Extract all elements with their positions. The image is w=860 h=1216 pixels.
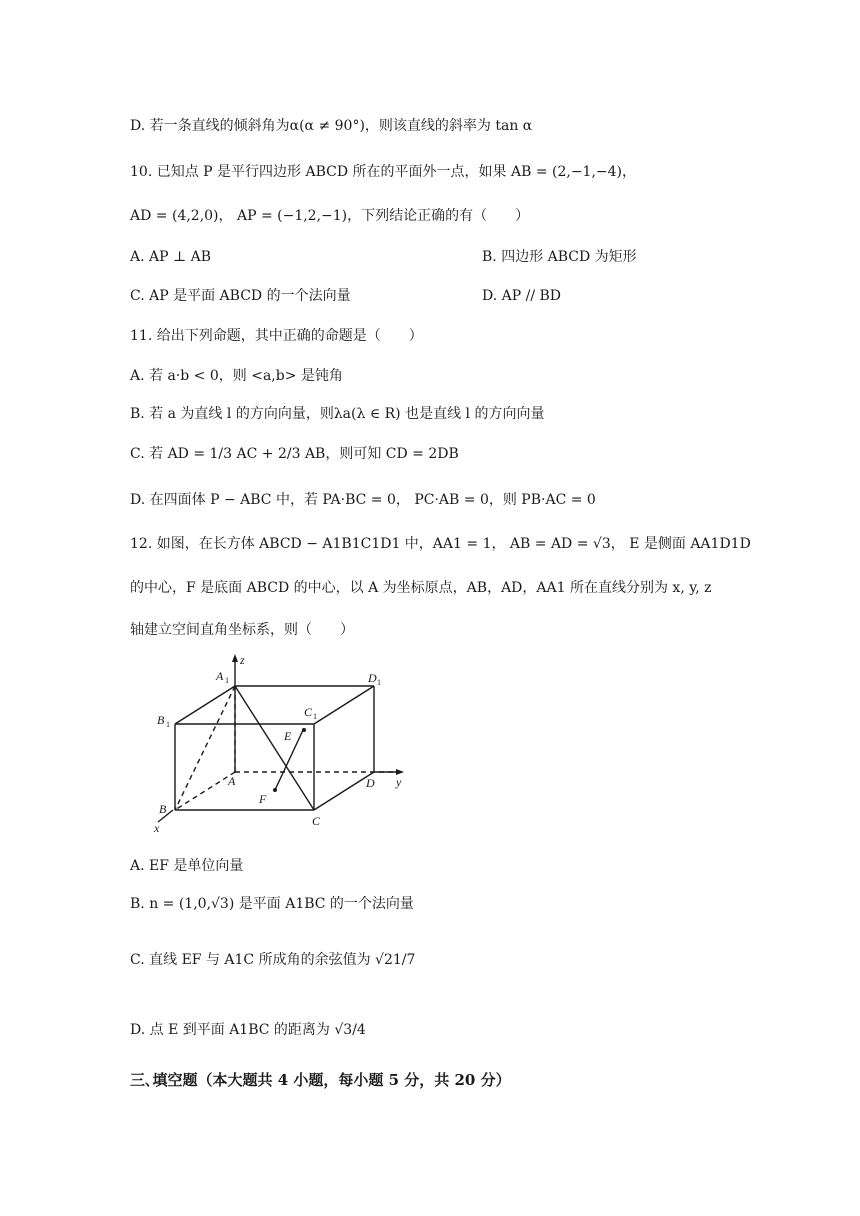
question-12-option-a: A. EF 是单位向量	[130, 858, 244, 874]
question-10-stem-line2: AD = (4,2,0)， AP = (−1,2,−1)，下列结论正确的有（ ）	[130, 208, 530, 224]
question-10-option-b: B. 四边形 ABCD 为矩形	[482, 249, 637, 265]
question-10-option-d: D. AP // BD	[482, 288, 562, 304]
label-f: F	[259, 792, 267, 806]
question-11-option-a: A. 若 a·b < 0，则 <a,b> 是钝角	[130, 368, 343, 384]
question-12-stem-line1: 12. 如图，在长方体 ABCD − A1B1C1D1 中，AA1 = 1， AB = AD = √3， E 是侧面 AA1D1D	[130, 536, 751, 552]
question-10-option-c: C. AP 是平面 ABCD 的一个法向量	[130, 288, 351, 304]
section-3-heading: 三､填空题（本大题共 4 小题，每小题 5 分，共 20 分）	[130, 1071, 511, 1089]
label-a1-sub: 1	[225, 676, 229, 685]
question-11-option-d: D. 在四面体 P − ABC 中，若 PA·BC = 0， PC·AB = 0，则 PB·AC = 0	[130, 492, 596, 508]
label-c: C	[312, 814, 321, 828]
question-12-option-b: B. n = (1,0,√3) 是平面 A1BC 的一个法向量	[130, 896, 414, 912]
label-z: z	[240, 653, 245, 667]
label-e: E	[284, 729, 292, 743]
cuboid-figure	[138, 650, 418, 840]
label-b: B	[159, 802, 167, 816]
question-12-option-d: D. 点 E 到平面 A1BC 的距离为 √3/4	[130, 1022, 366, 1038]
question-11-option-b: B. 若 a 为直线 l 的方向向量，则λa(λ ∈ R) 也是直线 l 的方向向量	[130, 406, 545, 422]
label-x: x	[154, 821, 160, 835]
question-11-stem: 11. 给出下列命题，其中正确的命题是（ ）	[130, 328, 423, 344]
question-12-option-c: C. 直线 EF 与 A1C 所成角的余弦值为 √21/7	[130, 952, 416, 968]
label-d1: D	[368, 671, 377, 685]
question-12-stem-line2: 的中心，F 是底面 ABCD 的中心，以 A 为坐标原点，AB，AD，AA1 所在直线分别为 x, y, z	[130, 580, 712, 596]
question-12-stem-line3: 轴建立空间直角坐标系，则（ ）	[130, 622, 354, 638]
label-a: A	[228, 774, 236, 788]
question-10-stem-line1: 10. 已知点 P 是平行四边形 ABCD 所在的平面外一点，如果 AB = (2,−1,−4)，	[130, 164, 637, 180]
label-a1: A	[216, 669, 224, 683]
label-b1-sub: 1	[166, 720, 170, 729]
option-d-q9: D. 若一条直线的倾斜角为α(α ≠ 90°)，则该直线的斜率为 tan α	[130, 118, 533, 134]
label-c1-sub: 1	[313, 712, 317, 721]
label-b1: B	[157, 713, 165, 727]
label-c1: C	[304, 705, 313, 719]
question-11-option-c: C. 若 AD = 1/3 AC + 2/3 AB，则可知 CD = 2DB	[130, 446, 459, 462]
label-d: D	[366, 776, 375, 790]
label-d1-sub: 1	[377, 678, 381, 687]
question-10-option-a: A. AP ⊥ AB	[130, 249, 212, 265]
label-y: y	[396, 775, 402, 789]
